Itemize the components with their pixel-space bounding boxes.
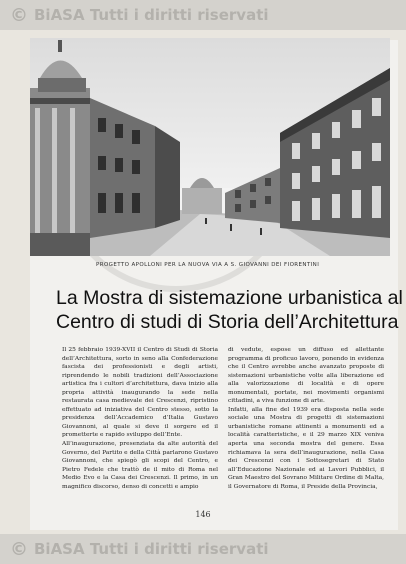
architectural-rendering-image <box>30 38 390 256</box>
watermark-bottom <box>0 534 406 564</box>
body-column-1 <box>62 346 218 494</box>
paragraph: All’inaugurazione, presenziata da alte autorità del Governo, del Partito e della Città parlarono Gustavo Giovannoni, che spiegò gli scopi del Centro, e Pietro Fedele che trattò de il mito di Roma nel Medio Evo e la Casa dei Crescenzi. Il primo, in un magnifico discorso, denso di concetti e ampio <box>62 441 218 490</box>
article-headline <box>56 286 403 334</box>
paragraph: Infatti, alla fine del 1939 era disposta nella sede sociale una Mostra di progetti di sistemazioni urbanistiche romane attinenti a monumenti ed a località caratteristiche, e il 29 marzo XIX veniva aperta una seconda mostra del genere. Essa richiamava la sera dell’inaugurazione, nella Casa dei Crescenzi con i Sottosegretari di Stato all’Educazione Nazionale ed ai Lavori Pubblici, il Gran Maestro del Sovrano Militare Ordine di Malta, il Governatore di Roma, il Preside della Provincia, <box>228 406 384 490</box>
image-caption: PROGETTO APOLLONI PER LA NUOVA VIA A S. GIOVANNI DEI FIORENTINI <box>96 262 320 268</box>
article-body <box>62 346 384 494</box>
watermark-text: BiASA Tutti i diritti riservati <box>34 540 269 558</box>
watermark-text: BiASA Tutti i diritti riservati <box>34 6 269 24</box>
watermark-top <box>0 0 406 30</box>
body-column-2 <box>228 346 384 494</box>
copyright-icon: © <box>10 538 28 560</box>
headline-line-1: La Mostra di sistemazione urbanistica al <box>56 287 403 309</box>
copyright-icon: © <box>10 4 28 26</box>
paragraph: di vedute, espose un diffuso ed allettante programma di proficuo lavoro, ponendo in evidenza che il Centro avrebbe anche avanzato proposte di sistemazioni urbanistiche volte alla liberazione ed alla valorizzazione di località e di opere monumentali, portate, nei movimenti organismi cittadini, a viva funzione di arte. <box>228 347 384 405</box>
paragraph: Il 25 febbraio 1939-XVII il Centro di Studi di Storia dell’Architettura, sorto in seno alla Confederazione fascista dei professionisti e degli artisti, riprendendo le nobili tradizioni dell’Associazione artistica fra i cultori d’architettura, dava inizio alla propria attività inaugurando la sede nella restaurata casa medievale dei Crescenzi, ripristino effettuato ad iniziativa del Centro stesso, sotto la presidenza dell’Accademico d’Italia Gustavo Giovannoni, al quale si deve il sorgere ed il prometterte e rapido sviluppo dell’Ente. <box>62 347 218 439</box>
headline-line-2: Centro di studi di Storia dell’Architettura <box>56 311 399 333</box>
page-number: 146 <box>195 510 211 519</box>
